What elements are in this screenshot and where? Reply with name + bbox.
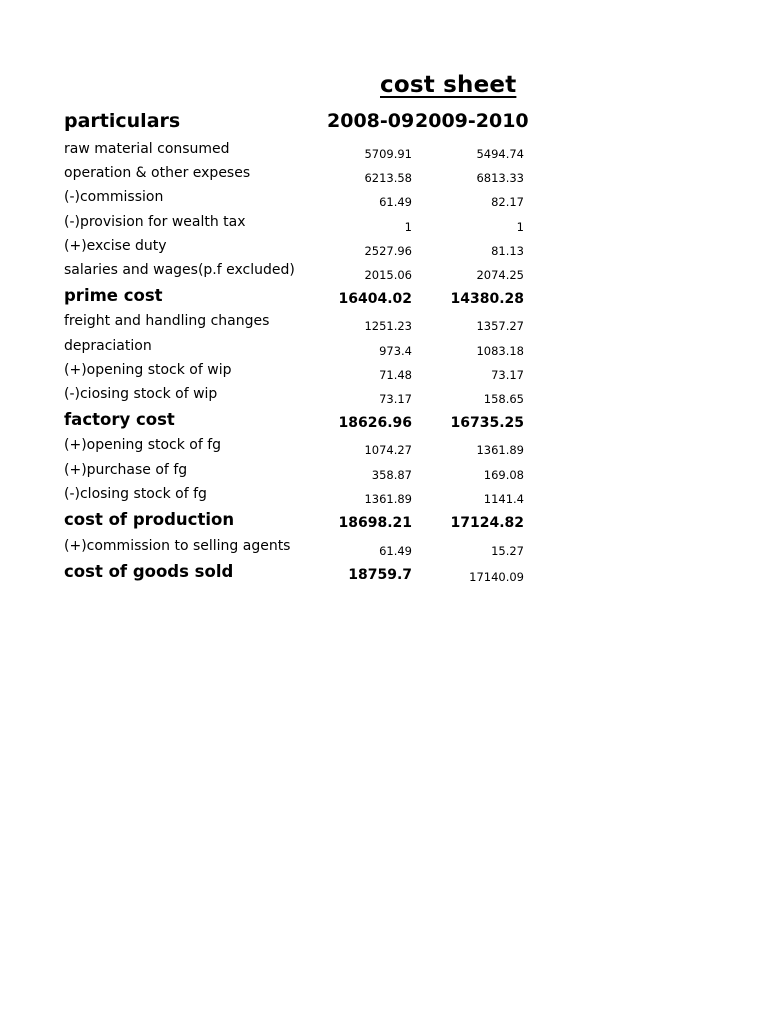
- row-value-2008-09: 16404.02: [338, 291, 412, 307]
- row-value-2008-09: 73.17: [379, 392, 412, 406]
- table-row-opening-stock-fg: [0, 437, 768, 461]
- table-row-commission-selling-agents: [0, 538, 768, 562]
- column-header-particulars: particulars: [64, 110, 181, 132]
- table-row-freight-handling: [0, 313, 768, 337]
- row-value-2009-2010: 1141.4: [483, 492, 524, 506]
- row-label: (-)closing stock of fg: [64, 486, 207, 502]
- row-value-2009-2010: 6813.33: [476, 171, 524, 185]
- table-row-opening-stock-wip: [0, 362, 768, 386]
- row-label: (+)opening stock of fg: [64, 437, 222, 453]
- row-value-2008-09: 1: [404, 220, 412, 234]
- row-value-2009-2010: 17124.82: [450, 515, 524, 531]
- row-value-2009-2010: 14380.28: [450, 291, 524, 307]
- row-value-2008-09: 973.4: [379, 344, 412, 358]
- row-value-2009-2010: 158.65: [483, 392, 524, 406]
- row-value-2009-2010: 1083.18: [476, 344, 524, 358]
- row-label: (+)excise duty: [64, 238, 167, 254]
- row-value-2009-2010: 17140.09: [469, 570, 524, 584]
- table-row-salaries-wages: [0, 262, 768, 286]
- column-header-year-2008-09: 2008-09: [327, 110, 415, 132]
- table-row-factory-cost: [0, 412, 768, 436]
- table-row-closing-stock-fg: [0, 486, 768, 510]
- row-value-2008-09: 18698.21: [338, 515, 412, 531]
- page-title: cost sheet: [380, 72, 517, 98]
- table-row-prime-cost: [0, 288, 768, 312]
- row-label: (-)commission: [64, 189, 164, 205]
- row-value-2008-09: 6213.58: [364, 171, 412, 185]
- row-value-2009-2010: 2074.25: [476, 268, 524, 282]
- table-row-cost-of-production: [0, 512, 768, 536]
- row-value-2008-09: 2527.96: [364, 244, 412, 258]
- row-label: cost of production: [64, 510, 235, 529]
- row-label: (+)purchase of fg: [64, 462, 188, 478]
- table-row-raw-material: [0, 141, 768, 165]
- row-value-2008-09: 1361.89: [364, 492, 412, 506]
- row-value-2009-2010: 1361.89: [476, 443, 524, 457]
- row-label: (+)opening stock of wip: [64, 362, 232, 378]
- row-value-2008-09: 18759.7: [348, 567, 412, 583]
- row-label: (+)commission to selling agents: [64, 538, 291, 554]
- row-label: (-)provision for wealth tax: [64, 214, 246, 230]
- row-value-2009-2010: 82.17: [491, 195, 524, 209]
- table-row-operation-expenses: [0, 165, 768, 189]
- table-row-excise-duty: [0, 238, 768, 262]
- row-label: salaries and wages(p.f excluded): [64, 262, 295, 278]
- row-value-2009-2010: 15.27: [491, 544, 524, 558]
- row-value-2009-2010: 1: [516, 220, 524, 234]
- row-label: depraciation: [64, 338, 152, 354]
- row-value-2009-2010: 169.08: [483, 468, 524, 482]
- row-value-2008-09: 5709.91: [364, 147, 412, 161]
- table-row-wealth-tax: [0, 214, 768, 238]
- row-value-2008-09: 18626.96: [338, 415, 412, 431]
- row-value-2008-09: 71.48: [379, 368, 412, 382]
- row-value-2009-2010: 73.17: [491, 368, 524, 382]
- table-row-cost-of-goods-sold: [0, 564, 768, 588]
- row-label: prime cost: [64, 286, 163, 305]
- row-value-2009-2010: 1357.27: [476, 319, 524, 333]
- row-label: operation & other expeses: [64, 165, 251, 181]
- row-value-2008-09: 61.49: [379, 195, 412, 209]
- row-value-2008-09: 2015.06: [364, 268, 412, 282]
- table-row-commission: [0, 189, 768, 213]
- table-row-closing-stock-wip: [0, 386, 768, 410]
- row-label: factory cost: [64, 410, 175, 429]
- row-value-2008-09: 358.87: [371, 468, 412, 482]
- row-label: raw material consumed: [64, 141, 230, 157]
- row-value-2008-09: 1074.27: [364, 443, 412, 457]
- row-value-2009-2010: 81.13: [491, 244, 524, 258]
- column-header-year-2009-2010: 2009-2010: [415, 110, 529, 132]
- row-value-2008-09: 61.49: [379, 544, 412, 558]
- table-row-purchase-fg: [0, 462, 768, 486]
- row-value-2008-09: 1251.23: [364, 319, 412, 333]
- table-row-depreciation: [0, 338, 768, 362]
- row-value-2009-2010: 16735.25: [450, 415, 524, 431]
- row-label: freight and handling changes: [64, 313, 270, 329]
- row-label: cost of goods sold: [64, 562, 234, 581]
- row-value-2009-2010: 5494.74: [476, 147, 524, 161]
- row-label: (-)ciosing stock of wip: [64, 386, 218, 402]
